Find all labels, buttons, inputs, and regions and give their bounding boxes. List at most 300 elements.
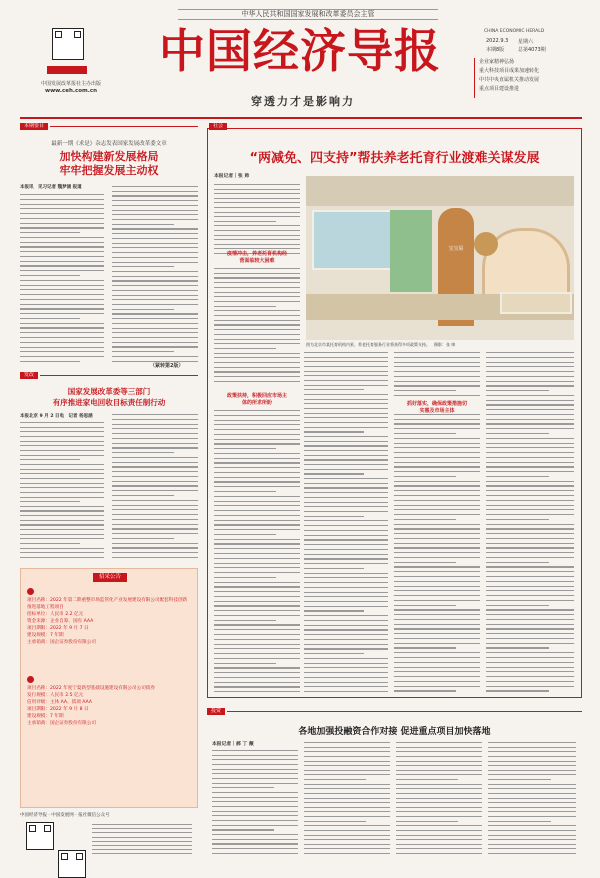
text-line <box>212 797 298 798</box>
text-line <box>486 681 574 682</box>
section-tag: 发改 <box>20 372 38 379</box>
text-line <box>20 251 104 252</box>
text-line <box>486 471 574 472</box>
contents-item: 重大科技项目成果加速转化 <box>479 68 540 74</box>
text-line <box>20 275 80 276</box>
text-line <box>304 357 388 358</box>
text-line <box>304 558 388 559</box>
text-line <box>304 352 388 353</box>
text-line <box>214 306 276 307</box>
text-line <box>112 424 198 425</box>
text-line <box>112 257 198 258</box>
text-line <box>20 445 104 446</box>
text-line <box>304 385 388 386</box>
text-line <box>486 376 574 377</box>
text-line <box>112 271 198 272</box>
text-line <box>212 750 298 751</box>
text-line <box>486 433 549 434</box>
text-line <box>394 671 480 672</box>
text-line <box>486 443 574 444</box>
text-line <box>92 845 192 846</box>
text-line <box>304 816 390 817</box>
text-line <box>20 361 80 362</box>
text-line <box>396 770 482 771</box>
text-line <box>396 825 482 826</box>
publisher-note: 中国发展改革报社主办出版 <box>40 81 101 87</box>
text-line <box>112 276 198 277</box>
text-line <box>304 677 388 678</box>
text-line <box>396 779 458 780</box>
issue-number: 总第4073期 <box>518 47 546 53</box>
text-line <box>394 428 480 429</box>
text-line <box>304 361 388 362</box>
text-line <box>214 221 276 222</box>
text-line <box>212 811 298 812</box>
text-line <box>486 528 574 529</box>
subhead-line: 抓好落实，确保政策措施切 <box>406 401 467 407</box>
text-line <box>394 490 480 491</box>
text-line <box>304 853 390 854</box>
text-line <box>212 815 298 816</box>
text-line <box>304 394 388 395</box>
text-line <box>394 385 480 386</box>
text-line <box>20 199 104 200</box>
bottom-body-col3 <box>396 742 482 854</box>
text-line <box>112 238 198 239</box>
text-line <box>304 375 388 376</box>
text-line <box>214 277 300 278</box>
text-line <box>304 691 388 692</box>
text-line <box>394 452 480 453</box>
text-line <box>92 832 192 833</box>
text-line <box>304 610 364 611</box>
photo-crib <box>500 292 572 314</box>
text-line <box>214 677 300 678</box>
text-line <box>486 490 574 491</box>
text-line <box>112 514 198 515</box>
text-line <box>304 535 388 536</box>
text-line <box>486 671 574 672</box>
section-tag: 投资 <box>207 708 225 715</box>
text-line <box>396 765 482 766</box>
text-line <box>20 323 104 324</box>
text-line <box>112 186 198 187</box>
left-top-headline-1: 加快构建新发展格局 <box>59 150 159 163</box>
text-line <box>112 299 198 300</box>
text-line <box>394 619 480 620</box>
text-line <box>486 562 549 563</box>
text-line <box>304 751 390 752</box>
text-line <box>486 624 574 625</box>
text-line <box>20 473 104 474</box>
text-line <box>486 571 574 572</box>
text-line <box>214 501 300 502</box>
text-line <box>486 423 574 424</box>
subhead-line: 实惠及市场主体 <box>419 408 455 414</box>
text-line <box>212 848 298 849</box>
text-line <box>394 538 480 539</box>
text-line <box>304 497 388 498</box>
text-line <box>214 543 300 544</box>
text-line <box>304 802 390 803</box>
text-line <box>304 658 388 659</box>
text-line <box>214 644 300 645</box>
text-line <box>20 304 104 305</box>
text-line <box>396 793 482 794</box>
text-line <box>304 473 364 474</box>
text-line <box>214 212 300 213</box>
text-line <box>20 232 80 233</box>
text-line <box>20 450 104 451</box>
text-line <box>112 323 198 324</box>
notice-field: 建设规模：7 年期 <box>27 633 64 638</box>
text-line <box>394 433 456 434</box>
text-line <box>20 501 80 502</box>
text-line <box>112 452 174 453</box>
text-line <box>212 778 298 779</box>
issue-pages: 本期8版 <box>486 47 505 53</box>
text-line <box>486 538 574 539</box>
text-line <box>396 816 482 817</box>
footer-text <box>92 824 192 854</box>
text-line <box>486 352 574 353</box>
text-line <box>304 596 388 597</box>
text-line <box>214 539 300 540</box>
text-line <box>112 346 198 347</box>
text-line <box>486 371 574 372</box>
text-line <box>396 798 482 799</box>
text-line <box>214 216 300 217</box>
text-line <box>20 318 80 319</box>
text-line <box>112 538 174 539</box>
text-line <box>394 500 480 501</box>
text-line <box>394 352 480 353</box>
text-line <box>394 505 480 506</box>
text-line <box>20 422 104 423</box>
text-line <box>486 586 574 587</box>
website-badge <box>47 66 87 74</box>
text-line <box>394 533 480 534</box>
text-line <box>304 807 390 808</box>
text-line <box>488 793 576 794</box>
text-line <box>214 371 300 372</box>
text-line <box>304 742 390 743</box>
text-line <box>394 552 480 553</box>
text-line <box>112 505 198 506</box>
text-line <box>112 313 198 314</box>
text-line <box>304 389 364 390</box>
text-line <box>304 682 388 683</box>
text-line <box>214 648 300 649</box>
text-line <box>304 784 390 785</box>
text-line <box>394 528 480 529</box>
bottom-body-col2 <box>304 742 390 854</box>
text-line <box>486 485 574 486</box>
text-line <box>214 672 300 673</box>
text-line <box>20 487 104 488</box>
text-line <box>112 457 198 458</box>
text-line <box>214 301 300 302</box>
text-line <box>214 667 300 668</box>
text-line <box>304 615 388 616</box>
text-line <box>486 476 549 477</box>
text-line <box>486 581 574 582</box>
text-line <box>112 414 198 415</box>
text-line <box>394 633 480 634</box>
text-line <box>394 662 480 663</box>
text-line <box>304 848 390 849</box>
text-line <box>214 548 300 549</box>
text-line <box>92 841 192 842</box>
text-line <box>20 308 104 309</box>
text-line <box>486 514 574 515</box>
text-line <box>486 385 574 386</box>
text-line <box>20 441 104 442</box>
text-line <box>20 506 104 507</box>
notice-field: 资金来源：企业自筹、国有 AAA <box>27 619 94 624</box>
text-line <box>396 747 482 748</box>
text-line <box>304 587 388 588</box>
text-line <box>304 455 388 456</box>
text-line <box>112 243 198 244</box>
text-line <box>304 371 388 372</box>
text-line <box>488 802 576 803</box>
main-body-col2-top <box>304 352 388 526</box>
text-line <box>488 816 576 817</box>
left-top-body-col1 <box>20 194 104 362</box>
text-line <box>394 595 480 596</box>
text-line <box>488 784 576 785</box>
text-line <box>394 366 480 367</box>
text-line <box>20 237 104 238</box>
text-line <box>112 285 198 286</box>
text-line <box>394 443 480 444</box>
text-line <box>304 511 388 512</box>
text-line <box>486 667 574 668</box>
text-line <box>214 310 300 311</box>
text-line <box>488 825 576 826</box>
text-line <box>304 653 364 654</box>
text-line <box>304 839 390 840</box>
text-line <box>394 371 480 372</box>
text-line <box>214 202 300 203</box>
contents-box <box>474 58 584 98</box>
text-line <box>20 337 104 338</box>
text-line <box>304 380 388 381</box>
text-line <box>396 807 482 808</box>
text-line <box>394 647 456 648</box>
text-line <box>214 189 300 190</box>
text-line <box>214 472 300 473</box>
text-line <box>214 296 300 297</box>
text-line <box>20 483 104 484</box>
text-line <box>20 497 104 498</box>
bottom-headline: 各地加强投融资合作对接 促进重点项目加快落地 <box>298 727 491 737</box>
text-line <box>214 458 300 459</box>
text-line <box>394 419 480 420</box>
text-line <box>112 210 198 211</box>
text-line <box>304 582 388 583</box>
left-top-tagbar <box>20 122 198 131</box>
text-line <box>212 843 298 844</box>
text-line <box>486 409 574 410</box>
text-line <box>304 788 390 789</box>
text-line <box>92 828 192 829</box>
text-line <box>394 524 480 525</box>
text-line <box>394 476 456 477</box>
left-top-kicker: 最新一期《求是》杂志发表国家发展改革委文章 <box>51 141 167 147</box>
text-line <box>112 490 198 491</box>
text-line <box>112 337 198 338</box>
text-line <box>214 534 276 535</box>
text-line <box>92 849 192 850</box>
text-line <box>214 324 300 325</box>
text-line <box>486 533 574 534</box>
text-line <box>214 244 300 245</box>
text-line <box>214 410 300 411</box>
text-line <box>214 353 300 354</box>
text-line <box>20 213 104 214</box>
text-line <box>394 414 480 415</box>
text-line <box>486 686 574 687</box>
text-line <box>394 586 480 587</box>
text-line <box>394 624 480 625</box>
text-line <box>304 573 388 574</box>
text-line <box>486 652 574 653</box>
text-line <box>486 481 574 482</box>
photo-sign: 宝宝屋 <box>448 246 464 252</box>
text-line <box>304 554 388 555</box>
text-line <box>112 557 198 558</box>
text-line <box>304 648 388 649</box>
text-line <box>304 606 388 607</box>
text-line <box>214 682 300 683</box>
text-line <box>488 811 576 812</box>
text-line <box>212 806 298 807</box>
text-line <box>214 184 300 185</box>
text-line <box>304 520 388 521</box>
text-line <box>112 214 198 215</box>
notice-field: 项目期限：2022 年 9 月 7 日 <box>27 626 89 631</box>
contents-item: 中共中央直属机关推动发展 <box>479 77 540 83</box>
text-line <box>214 207 300 208</box>
photo-window <box>312 210 394 270</box>
text-line <box>394 652 480 653</box>
left-top-body-col2 <box>112 186 198 362</box>
text-line <box>112 280 198 281</box>
text-line <box>394 438 480 439</box>
left-mid-byline: 本报北京 9 月 2 日电 记者 杨思涵 <box>20 414 93 419</box>
text-line <box>394 676 480 677</box>
text-line <box>394 543 480 544</box>
text-line <box>212 801 298 802</box>
text-line <box>304 417 388 418</box>
text-line <box>486 462 574 463</box>
text-line <box>486 362 574 363</box>
main-subhead-2 <box>214 392 300 406</box>
section-tag: 本期要目 <box>20 123 48 130</box>
text-line <box>486 676 574 677</box>
text-line <box>20 246 104 247</box>
text-line <box>214 605 300 606</box>
text-line <box>214 448 276 449</box>
text-line <box>486 466 574 467</box>
notice-number-badge <box>27 676 34 683</box>
text-line <box>212 769 298 770</box>
text-line <box>214 198 300 199</box>
website: www.ceh.com.cn <box>44 88 97 94</box>
text-line <box>486 395 574 396</box>
text-line <box>394 628 480 629</box>
text-line <box>112 191 198 192</box>
text-line <box>20 520 104 521</box>
text-line <box>394 581 480 582</box>
text-line <box>486 552 574 553</box>
masthead-slogan: 穿透力才是影响力 <box>251 95 355 108</box>
text-line <box>486 452 574 453</box>
text-line <box>214 292 300 293</box>
text-line <box>394 614 480 615</box>
text-line <box>112 228 198 229</box>
text-line <box>214 467 300 468</box>
text-line <box>20 427 104 428</box>
text-line <box>112 195 198 196</box>
text-line <box>212 783 298 784</box>
text-line <box>214 658 300 659</box>
notice-field: 项目期限：2022 年 9 月 8 日 <box>27 707 89 712</box>
text-line <box>304 747 390 748</box>
text-line <box>112 495 174 496</box>
text-line <box>112 309 174 310</box>
left-mid-body-col1 <box>20 422 104 558</box>
text-line <box>486 609 574 610</box>
photo-wall-disc <box>474 232 498 256</box>
text-line <box>20 464 104 465</box>
text-line <box>304 568 364 569</box>
text-line <box>486 619 574 620</box>
text-line <box>112 500 198 501</box>
text-line <box>214 429 300 430</box>
text-line <box>486 509 574 510</box>
text-line <box>486 543 574 544</box>
text-line <box>486 595 574 596</box>
qr-code <box>58 850 86 878</box>
notice-item <box>27 681 191 727</box>
bottom-byline: 本报记者｜郝 丁 薇 <box>212 742 254 747</box>
text-line <box>20 347 104 348</box>
text-line <box>214 235 300 236</box>
issue-weekday: 星期六 <box>518 39 534 45</box>
text-line <box>214 686 300 687</box>
text-line <box>396 830 482 831</box>
text-line <box>20 459 80 460</box>
notice-field: 主承销商：国企证券股份有限公司 <box>27 640 96 645</box>
text-line <box>394 357 480 358</box>
main-body-col4 <box>486 352 574 692</box>
text-line <box>304 765 390 766</box>
text-line <box>20 327 104 328</box>
text-line <box>304 478 388 479</box>
text-line <box>214 357 300 358</box>
text-line <box>304 563 388 564</box>
text-line <box>488 848 576 849</box>
text-line <box>212 773 298 774</box>
text-line <box>394 509 480 510</box>
text-line <box>20 524 104 525</box>
text-line <box>214 348 276 349</box>
main-body-col2 <box>304 530 388 692</box>
text-line <box>396 788 482 789</box>
